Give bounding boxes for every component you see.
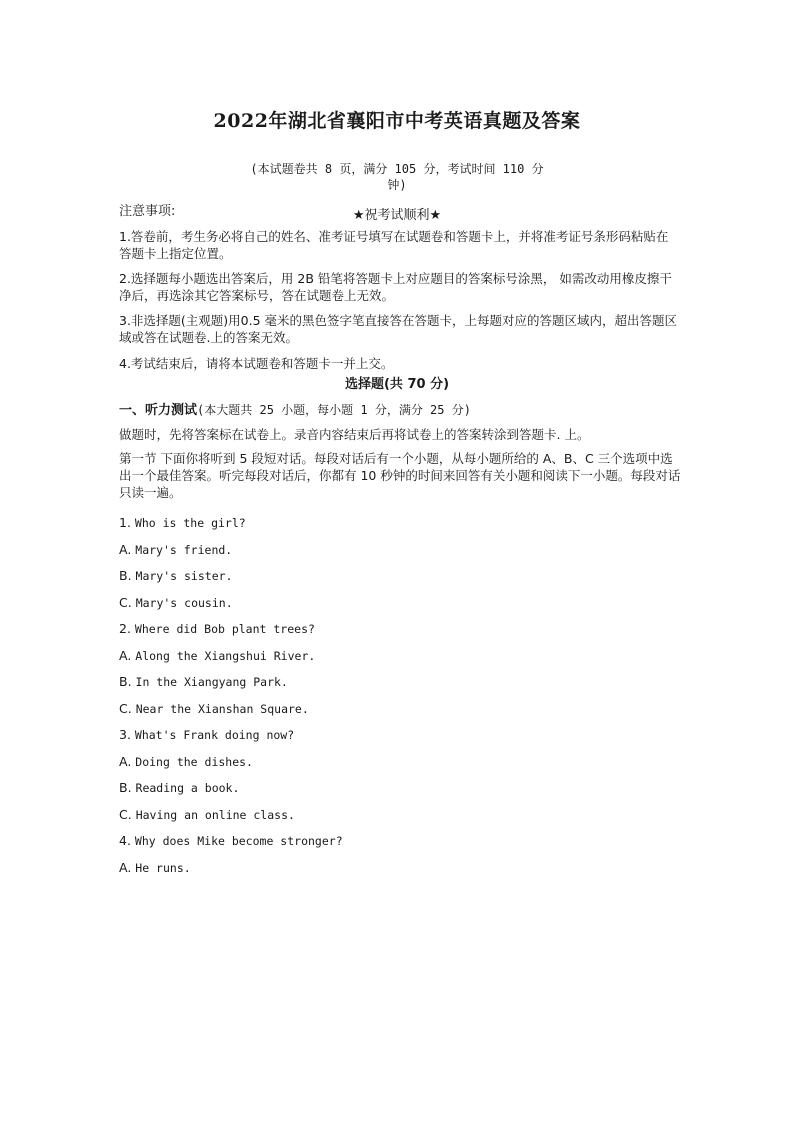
answer-option xyxy=(119,648,315,663)
item-text: Doing the dishes. xyxy=(135,754,253,769)
item-text: Who is the girl? xyxy=(134,516,246,530)
item-label: C. xyxy=(119,700,136,716)
item-label: 4. xyxy=(119,833,135,848)
answer-option xyxy=(119,568,232,583)
item-text: Why does Mike become stronger? xyxy=(134,834,343,848)
item-text: Mary's friend. xyxy=(135,542,233,557)
item-text: Mary's sister. xyxy=(135,569,233,583)
question-stem xyxy=(119,515,246,530)
item-label: B. xyxy=(119,568,136,583)
item-label: 2. xyxy=(119,621,135,636)
page-title: 2022年湖北省襄阳市中考英语真题及答案 xyxy=(213,110,581,132)
item-label: C. xyxy=(119,594,136,610)
exam-info-line2: 钟) xyxy=(387,178,407,192)
item-label: B. xyxy=(119,674,136,689)
item-label: A. xyxy=(119,647,136,663)
notice-item-4: 4.考试结束后，请将本试题卷和答题卡一并上交。 xyxy=(119,356,394,371)
answer-option xyxy=(119,595,233,610)
answer-option xyxy=(119,780,239,795)
part-title xyxy=(119,399,471,418)
question-stem xyxy=(119,621,315,636)
blessing-text: ★祝考试顺利★ xyxy=(352,208,442,223)
item-label: 3. xyxy=(119,727,135,742)
answer-option xyxy=(119,754,253,769)
item-label: 1. xyxy=(119,515,135,530)
item-text: He runs. xyxy=(135,860,191,875)
section-title: 选择题(共 70 分) xyxy=(344,377,450,392)
item-text: Near the Xianshan Square. xyxy=(135,701,309,716)
part-title-bold: 一、听力测试 xyxy=(119,403,198,418)
item-text: Having an online class. xyxy=(135,807,295,822)
notice-item-1: 1.答卷前，考生务必将自己的姓名、准考证号填写在试题卷和答题卡上，并将准考证号条形码粘贴在答题卡上指定位置。 xyxy=(119,229,669,261)
answer-option xyxy=(119,807,295,822)
item-label: B. xyxy=(119,780,136,795)
item-label: C. xyxy=(119,806,136,822)
instruction-2: 第一节 下面你将听到 5 段短对话。每段对话后有一个小题，从每小题所给的 A、B、C 三个选项中选出一个最佳答案。听完每段对话后，你都有 10 秒钟的时间来回答有关小题和阅读下一小题。每段对话只读一遍。 xyxy=(119,451,681,500)
notice-item-3: 3.非选择题(主观题)用0.5 毫米的黑色签字笔直接答在答题卡，上每题对应的答题区域内，超出答题区域或答在试题卷.上的答案无效。 xyxy=(119,313,678,345)
notice-item-2: 2.选择题每小题选出答案后，用 2B 铅笔将答题卡上对应题目的答案标号涂黑， 如需改动用橡皮擦干净后，再选涂其它答案标号，答在试题卷上无效。 xyxy=(119,271,672,303)
notice-label: 注意事项: xyxy=(119,204,176,219)
question-stem xyxy=(119,833,343,848)
item-label: A. xyxy=(119,859,136,875)
item-text: Mary's cousin. xyxy=(135,595,233,610)
part-title-rest: (本大题共 25 小题，每小题 1 分，满分 25 分) xyxy=(197,403,471,417)
instruction-1: 做题时，先将答案标在试卷上。录音内容结束后再将试卷上的答案转涂到答题卡. 上。 xyxy=(119,427,590,442)
answer-option xyxy=(119,701,309,716)
item-text: Where did Bob plant trees? xyxy=(134,622,315,636)
item-text: Reading a book. xyxy=(135,781,240,795)
exam-info-line1: (本试题卷共 8 页，满分 105 分，考试时间 110 分 xyxy=(250,162,544,176)
answer-option xyxy=(119,860,191,875)
answer-option xyxy=(119,674,288,689)
question-stem xyxy=(119,727,294,742)
item-text: What's Frank doing now? xyxy=(134,728,295,742)
item-text: In the Xiangyang Park. xyxy=(135,675,288,689)
item-label: A. xyxy=(119,753,136,769)
answer-option xyxy=(119,542,232,557)
item-label: A. xyxy=(119,541,136,557)
item-text: Along the Xiangshui River. xyxy=(135,648,316,663)
